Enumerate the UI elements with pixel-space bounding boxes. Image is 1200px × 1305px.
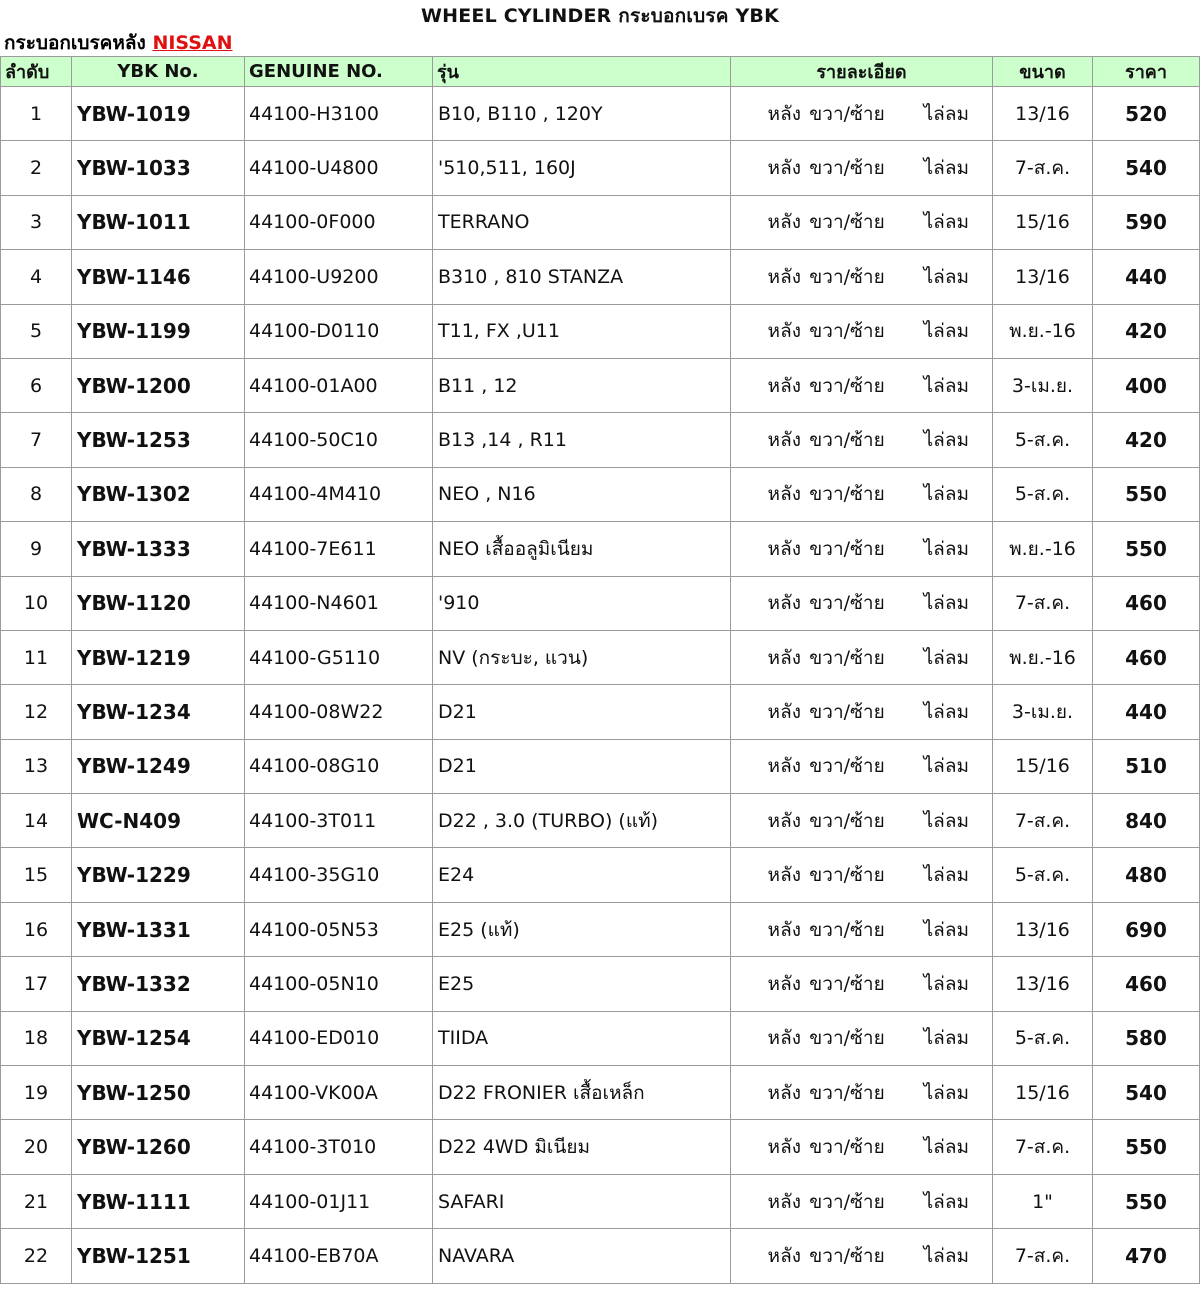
row-bleed: ไล่ลม [923, 157, 969, 180]
row-genuine-no: 44100-4M410 [245, 467, 433, 521]
row-ybk-no: YBW-1111 [72, 1174, 245, 1228]
row-detail [731, 467, 993, 521]
row-price: 550 [1093, 1120, 1200, 1174]
row-no: 7 [1, 413, 72, 467]
row-position: หลัง [767, 429, 801, 452]
row-bleed: ไล่ลม [923, 1027, 969, 1050]
row-bleed: ไล่ลม [923, 972, 969, 995]
row-price: 550 [1093, 522, 1200, 576]
header-model: รุ่น [433, 57, 731, 87]
row-ybk-no: WC-N409 [72, 794, 245, 848]
row-no: 1 [1, 87, 72, 141]
row-size: 7-ส.ค. [993, 1120, 1093, 1174]
table-row [1, 250, 1200, 304]
row-detail [731, 1229, 993, 1283]
table-row [1, 358, 1200, 412]
row-ybk-no: YBW-1253 [72, 413, 245, 467]
row-bleed: ไล่ลม [923, 755, 969, 778]
row-price: 690 [1093, 902, 1200, 956]
row-detail [731, 957, 993, 1011]
row-detail [731, 250, 993, 304]
row-detail [731, 794, 993, 848]
row-model: B13 ,14 , R11 [433, 413, 731, 467]
row-bleed: ไล่ลม [923, 1136, 969, 1159]
row-no: 19 [1, 1066, 72, 1120]
table-row [1, 141, 1200, 195]
row-side: ขวา/ซ้าย [809, 972, 885, 995]
row-price: 400 [1093, 358, 1200, 412]
row-side: ขวา/ซ้าย [809, 483, 885, 506]
row-detail [731, 1011, 993, 1065]
row-price: 440 [1093, 250, 1200, 304]
row-position: หลัง [767, 864, 801, 887]
row-bleed: ไล่ลม [923, 211, 969, 234]
row-no: 8 [1, 467, 72, 521]
row-ybk-no: YBW-1200 [72, 358, 245, 412]
row-side: ขวา/ซ้าย [809, 320, 885, 343]
row-bleed: ไล่ลม [923, 265, 969, 288]
row-model: D21 [433, 685, 731, 739]
row-model: B11 , 12 [433, 358, 731, 412]
row-position: หลัง [767, 700, 801, 723]
row-price: 460 [1093, 576, 1200, 630]
row-genuine-no: 44100-01J11 [245, 1174, 433, 1228]
row-no: 10 [1, 576, 72, 630]
row-side: ขวา/ซ้าย [809, 1081, 885, 1104]
row-model: NV (กระบะ, แวน) [433, 630, 731, 684]
row-position: หลัง [767, 483, 801, 506]
row-position: หลัง [767, 265, 801, 288]
row-position: หลัง [767, 972, 801, 995]
row-genuine-no: 44100-05N10 [245, 957, 433, 1011]
row-side: ขวา/ซ้าย [809, 864, 885, 887]
row-size: 3-เม.ย. [993, 685, 1093, 739]
table-row [1, 1066, 1200, 1120]
row-position: หลัง [767, 1081, 801, 1104]
row-position: หลัง [767, 755, 801, 778]
row-price: 480 [1093, 848, 1200, 902]
row-detail [731, 1066, 993, 1120]
row-model: T11, FX ,U11 [433, 304, 731, 358]
row-bleed: ไล่ลม [923, 429, 969, 452]
row-detail [731, 304, 993, 358]
row-side: ขวา/ซ้าย [809, 700, 885, 723]
row-detail [731, 413, 993, 467]
row-ybk-no: YBW-1219 [72, 630, 245, 684]
row-ybk-no: YBW-1333 [72, 522, 245, 576]
row-genuine-no: 44100-EB70A [245, 1229, 433, 1283]
row-genuine-no: 44100-ED010 [245, 1011, 433, 1065]
row-position: หลัง [767, 211, 801, 234]
table-row [1, 413, 1200, 467]
row-position: หลัง [767, 918, 801, 941]
row-model: D22 , 3.0 (TURBO) (แท้) [433, 794, 731, 848]
row-size: 7-ส.ค. [993, 576, 1093, 630]
row-genuine-no: 44100-08G10 [245, 739, 433, 793]
row-model: B310 , 810 STANZA [433, 250, 731, 304]
row-size: 5-ส.ค. [993, 848, 1093, 902]
row-size: 5-ส.ค. [993, 1011, 1093, 1065]
row-price: 460 [1093, 630, 1200, 684]
row-position: หลัง [767, 592, 801, 615]
row-bleed: ไล่ลม [923, 700, 969, 723]
row-ybk-no: YBW-1249 [72, 739, 245, 793]
row-detail [731, 1120, 993, 1174]
row-bleed: ไล่ลม [923, 1190, 969, 1213]
row-bleed: ไล่ลม [923, 592, 969, 615]
table-row [1, 1174, 1200, 1228]
table-header [1, 57, 1200, 87]
row-genuine-no: 44100-U4800 [245, 141, 433, 195]
table-row [1, 576, 1200, 630]
header-size: ขนาด [993, 57, 1093, 87]
row-size: 7-ส.ค. [993, 1229, 1093, 1283]
row-side: ขวา/ซ้าย [809, 809, 885, 832]
row-bleed: ไล่ลม [923, 1244, 969, 1267]
row-side: ขวา/ซ้าย [809, 918, 885, 941]
row-no: 9 [1, 522, 72, 576]
row-bleed: ไล่ลม [923, 537, 969, 560]
row-genuine-no: 44100-0F000 [245, 195, 433, 249]
row-size: พ.ย.-16 [993, 630, 1093, 684]
row-side: ขวา/ซ้าย [809, 211, 885, 234]
subtitle-brand: NISSAN [152, 32, 233, 54]
row-genuine-no: 44100-U9200 [245, 250, 433, 304]
row-no: 22 [1, 1229, 72, 1283]
row-side: ขวา/ซ้าย [809, 157, 885, 180]
row-model: E25 [433, 957, 731, 1011]
row-position: หลัง [767, 102, 801, 125]
row-position: หลัง [767, 1190, 801, 1213]
row-bleed: ไล่ลม [923, 374, 969, 397]
table-row [1, 1229, 1200, 1283]
row-model: '910 [433, 576, 731, 630]
row-price: 470 [1093, 1229, 1200, 1283]
row-ybk-no: YBW-1019 [72, 87, 245, 141]
parts-table [0, 56, 1200, 1284]
table-row [1, 467, 1200, 521]
row-ybk-no: YBW-1011 [72, 195, 245, 249]
row-detail [731, 630, 993, 684]
table-row [1, 794, 1200, 848]
row-detail [731, 1174, 993, 1228]
row-bleed: ไล่ลม [923, 102, 969, 125]
row-size: 3-เม.ย. [993, 358, 1093, 412]
row-detail [731, 522, 993, 576]
row-genuine-no: 44100-VK00A [245, 1066, 433, 1120]
row-detail [731, 358, 993, 412]
row-bleed: ไล่ลม [923, 646, 969, 669]
row-genuine-no: 44100-7E611 [245, 522, 433, 576]
table-row [1, 902, 1200, 956]
row-no: 21 [1, 1174, 72, 1228]
table-row [1, 304, 1200, 358]
row-genuine-no: 44100-D0110 [245, 304, 433, 358]
row-side: ขวา/ซ้าย [809, 1136, 885, 1159]
table-row [1, 522, 1200, 576]
row-bleed: ไล่ลม [923, 320, 969, 343]
row-detail [731, 141, 993, 195]
row-model: NEO , N16 [433, 467, 731, 521]
row-genuine-no: 44100-H3100 [245, 87, 433, 141]
row-model: B10, B110 , 120Y [433, 87, 731, 141]
row-no: 5 [1, 304, 72, 358]
row-detail [731, 87, 993, 141]
row-bleed: ไล่ลม [923, 864, 969, 887]
row-no: 18 [1, 1011, 72, 1065]
row-detail [731, 685, 993, 739]
header-price: ราคา [1093, 57, 1200, 87]
row-model: TERRANO [433, 195, 731, 249]
table-row [1, 957, 1200, 1011]
row-bleed: ไล่ลม [923, 809, 969, 832]
row-no: 11 [1, 630, 72, 684]
row-side: ขวา/ซ้าย [809, 265, 885, 288]
row-ybk-no: YBW-1331 [72, 902, 245, 956]
row-genuine-no: 44100-G5110 [245, 630, 433, 684]
sheet-subtitle [0, 30, 1200, 56]
row-price: 420 [1093, 413, 1200, 467]
row-ybk-no: YBW-1229 [72, 848, 245, 902]
row-price: 550 [1093, 467, 1200, 521]
row-genuine-no: 44100-35G10 [245, 848, 433, 902]
row-side: ขวา/ซ้าย [809, 1190, 885, 1213]
row-no: 20 [1, 1120, 72, 1174]
row-size: 13/16 [993, 87, 1093, 141]
row-price: 540 [1093, 141, 1200, 195]
row-size: 15/16 [993, 1066, 1093, 1120]
row-detail [731, 848, 993, 902]
row-position: หลัง [767, 374, 801, 397]
row-size: 7-ส.ค. [993, 141, 1093, 195]
table-row [1, 195, 1200, 249]
row-size: 15/16 [993, 739, 1093, 793]
row-price: 520 [1093, 87, 1200, 141]
row-side: ขวา/ซ้าย [809, 374, 885, 397]
row-size: พ.ย.-16 [993, 304, 1093, 358]
table-row [1, 1120, 1200, 1174]
row-position: หลัง [767, 1136, 801, 1159]
row-side: ขวา/ซ้าย [809, 592, 885, 615]
row-model: NEO เสื้ออลูมิเนียม [433, 522, 731, 576]
row-no: 17 [1, 957, 72, 1011]
row-ybk-no: YBW-1254 [72, 1011, 245, 1065]
header-ybk: YBK No. [72, 57, 245, 87]
row-model: D22 FRONIER เสื้อเหล็ก [433, 1066, 731, 1120]
row-detail [731, 902, 993, 956]
row-position: หลัง [767, 1244, 801, 1267]
row-size: 13/16 [993, 250, 1093, 304]
row-price: 440 [1093, 685, 1200, 739]
row-position: หลัง [767, 537, 801, 560]
row-bleed: ไล่ลม [923, 918, 969, 941]
row-position: หลัง [767, 157, 801, 180]
row-size: 13/16 [993, 902, 1093, 956]
row-price: 840 [1093, 794, 1200, 848]
row-side: ขวา/ซ้าย [809, 429, 885, 452]
row-position: หลัง [767, 1027, 801, 1050]
row-price: 420 [1093, 304, 1200, 358]
row-position: หลัง [767, 646, 801, 669]
row-genuine-no: 44100-08W22 [245, 685, 433, 739]
row-side: ขวา/ซ้าย [809, 537, 885, 560]
row-genuine-no: 44100-N4601 [245, 576, 433, 630]
row-price: 590 [1093, 195, 1200, 249]
row-model: D22 4WD มิเนียม [433, 1120, 731, 1174]
row-model: '510,511, 160J [433, 141, 731, 195]
row-genuine-no: 44100-3T010 [245, 1120, 433, 1174]
row-genuine-no: 44100-01A00 [245, 358, 433, 412]
row-side: ขวา/ซ้าย [809, 1244, 885, 1267]
row-side: ขวา/ซ้าย [809, 646, 885, 669]
header-no: ลำดับ [1, 57, 72, 87]
row-model: SAFARI [433, 1174, 731, 1228]
table-row [1, 630, 1200, 684]
table-row [1, 1011, 1200, 1065]
row-ybk-no: YBW-1146 [72, 250, 245, 304]
row-ybk-no: YBW-1234 [72, 685, 245, 739]
row-no: 15 [1, 848, 72, 902]
subtitle-prefix: กระบอกเบรคหลัง [4, 32, 146, 54]
row-ybk-no: YBW-1120 [72, 576, 245, 630]
row-no: 4 [1, 250, 72, 304]
row-no: 14 [1, 794, 72, 848]
row-model: NAVARA [433, 1229, 731, 1283]
table-row [1, 87, 1200, 141]
table-row [1, 685, 1200, 739]
row-price: 510 [1093, 739, 1200, 793]
table-row [1, 739, 1200, 793]
row-position: หลัง [767, 320, 801, 343]
row-model: D21 [433, 739, 731, 793]
row-size: 5-ส.ค. [993, 413, 1093, 467]
row-model: E24 [433, 848, 731, 902]
row-no: 6 [1, 358, 72, 412]
row-side: ขวา/ซ้าย [809, 1027, 885, 1050]
row-detail [731, 195, 993, 249]
row-no: 13 [1, 739, 72, 793]
table-body [1, 87, 1200, 1284]
row-ybk-no: YBW-1250 [72, 1066, 245, 1120]
row-model: E25 (แท้) [433, 902, 731, 956]
row-no: 16 [1, 902, 72, 956]
row-size: 13/16 [993, 957, 1093, 1011]
row-ybk-no: YBW-1332 [72, 957, 245, 1011]
row-bleed: ไล่ลม [923, 1081, 969, 1104]
row-ybk-no: YBW-1260 [72, 1120, 245, 1174]
row-price: 580 [1093, 1011, 1200, 1065]
row-size: 15/16 [993, 195, 1093, 249]
row-genuine-no: 44100-05N53 [245, 902, 433, 956]
row-price: 540 [1093, 1066, 1200, 1120]
header-genuine: GENUINE NO. [245, 57, 433, 87]
row-ybk-no: YBW-1302 [72, 467, 245, 521]
row-detail [731, 576, 993, 630]
row-size: 5-ส.ค. [993, 467, 1093, 521]
row-ybk-no: YBW-1199 [72, 304, 245, 358]
row-ybk-no: YBW-1251 [72, 1229, 245, 1283]
row-size: 1" [993, 1174, 1093, 1228]
table-row [1, 848, 1200, 902]
row-no: 12 [1, 685, 72, 739]
row-detail [731, 739, 993, 793]
row-bleed: ไล่ลม [923, 483, 969, 506]
row-size: พ.ย.-16 [993, 522, 1093, 576]
row-genuine-no: 44100-50C10 [245, 413, 433, 467]
row-genuine-no: 44100-3T011 [245, 794, 433, 848]
row-no: 3 [1, 195, 72, 249]
row-no: 2 [1, 141, 72, 195]
row-price: 550 [1093, 1174, 1200, 1228]
row-side: ขวา/ซ้าย [809, 755, 885, 778]
row-position: หลัง [767, 809, 801, 832]
header-detail: รายละเอียด [731, 57, 993, 87]
row-ybk-no: YBW-1033 [72, 141, 245, 195]
row-side: ขวา/ซ้าย [809, 102, 885, 125]
row-size: 7-ส.ค. [993, 794, 1093, 848]
row-price: 460 [1093, 957, 1200, 1011]
sheet-title: WHEEL CYLINDER กระบอกเบรค YBK [420, 5, 780, 27]
row-model: TIIDA [433, 1011, 731, 1065]
